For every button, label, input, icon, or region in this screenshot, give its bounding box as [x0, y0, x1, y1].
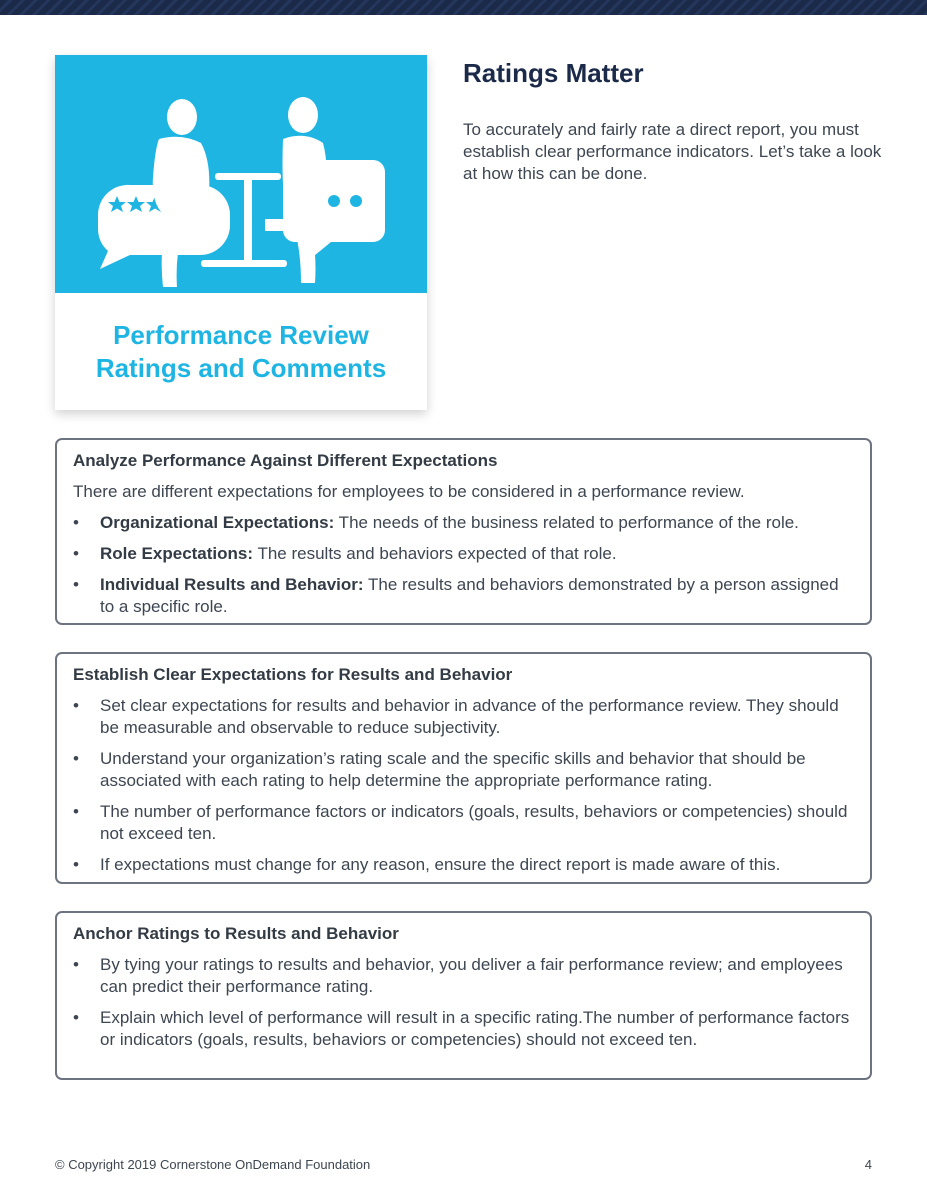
- section-anchor-ratings: [55, 911, 872, 1080]
- card-title: [55, 319, 427, 385]
- top-decorative-bar: [0, 0, 927, 15]
- feature-card: [55, 55, 427, 410]
- item-text: The results and behaviors demonstrated by a person assigned to a specific role.: [100, 575, 839, 616]
- item-text: If expectations must change for any reason, ensure the direct report is made aware of this.: [100, 855, 781, 874]
- item-term: Individual Results and Behavior:: [100, 575, 364, 594]
- bullet: •: [73, 802, 79, 821]
- section-title: Anchor Ratings to Results and Behavior: [73, 924, 399, 943]
- item-text: By tying your ratings to results and behavior, you deliver a fair performance review; and employees can predict their performance rating.: [100, 955, 843, 996]
- card-illustration: [55, 55, 427, 293]
- list-item: [73, 954, 854, 998]
- section-analyze-performance: [55, 438, 872, 625]
- right-person: [265, 97, 327, 283]
- bullet: •: [73, 955, 79, 974]
- card-title-line-1: Performance Review: [113, 320, 369, 350]
- list-item: [73, 748, 854, 792]
- item-text: The results and behaviors expected of that role.: [253, 544, 617, 563]
- item-text: Understand your organization’s rating scale and the specific skills and behavior that should be associated with each rating to help determine the appropriate performance rating.: [100, 749, 806, 790]
- list-item: [73, 801, 854, 845]
- bullet: •: [73, 544, 79, 563]
- bullet: •: [73, 696, 79, 715]
- item-text: The number of performance factors or indicators (goals, results, behaviors or competencies) should not exceed ten.: [100, 802, 848, 843]
- page-number: 4: [864, 1157, 872, 1172]
- bullet: •: [73, 513, 79, 532]
- bullet: •: [73, 575, 79, 594]
- bullet: •: [73, 749, 79, 768]
- page-title: Ratings Matter: [463, 58, 644, 88]
- item-text: Explain which level of performance will result in a specific rating.The number of performance factors or indicators (goals, results, behaviors or competencies) should not exceed ten.: [100, 1008, 850, 1049]
- section-title: Analyze Performance Against Different Expectations: [73, 451, 498, 470]
- item-text: Set clear expectations for results and behavior in advance of the performance review. They should be measurable and observable to reduce subjectivity.: [100, 696, 839, 737]
- list-item: [73, 512, 854, 534]
- list-item: [73, 1007, 854, 1051]
- list-item: [73, 854, 854, 876]
- list-item: [73, 695, 854, 739]
- section-intro: There are different expectations for employees to be considered in a performance review.: [73, 482, 745, 501]
- bullet: •: [73, 855, 79, 874]
- list-item: [73, 543, 854, 565]
- list-item: [73, 574, 854, 618]
- section-title: Establish Clear Expectations for Results and Behavior: [73, 665, 513, 684]
- section-establish-expectations: [55, 652, 872, 884]
- item-term: Role Expectations:: [100, 544, 254, 563]
- bullet: •: [73, 1008, 79, 1027]
- item-term: Organizational Expectations:: [100, 513, 335, 532]
- footer-copyright: © Copyright 2019 Cornerstone OnDemand Foundation: [55, 1157, 371, 1172]
- two-people-conversation-illustration: [55, 55, 427, 293]
- intro-paragraph: To accurately and fairly rate a direct report, you must establish clear performance indicators. Let’s take a look at how this can be done.: [463, 120, 882, 183]
- card-title-line-2: Ratings and Comments: [95, 353, 387, 383]
- item-text: The needs of the business related to performance of the role.: [334, 513, 799, 532]
